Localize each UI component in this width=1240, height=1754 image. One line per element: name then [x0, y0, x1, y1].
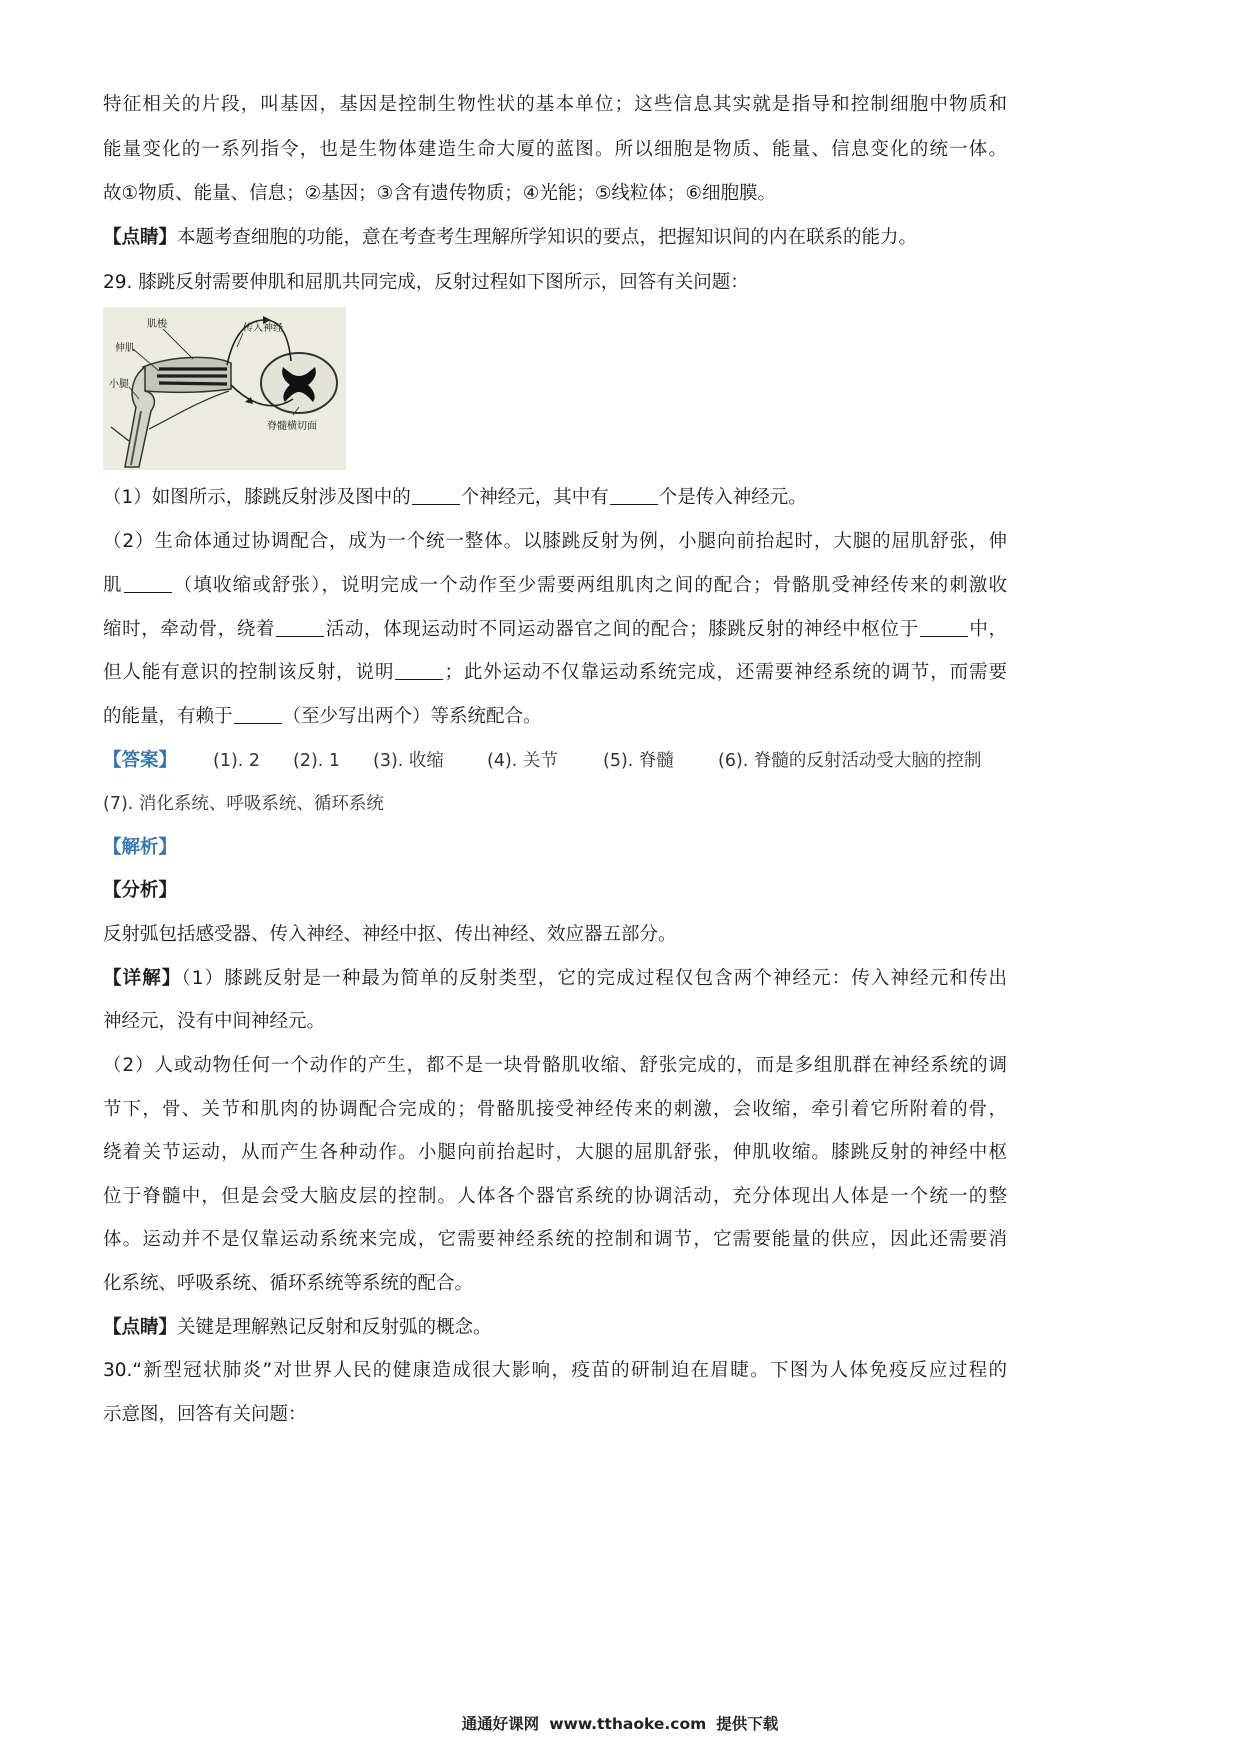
answer-line — [103, 789, 1007, 819]
answer-item: (4). 关节 — [487, 751, 558, 771]
question-30-line: 示意图，回答有关问题： — [103, 1404, 307, 1425]
question-29-stem: 29. 膝跳反射需要伸肌和屈肌共同完成，反射过程如下图所示，回答有关问题： — [103, 272, 749, 293]
answer-blank — [124, 572, 172, 593]
detail-line — [103, 964, 1007, 994]
answer-blank — [920, 616, 968, 637]
sub1-text: （1）如图所示，膝跳反射涉及图中的 — [103, 487, 411, 508]
footer-suffix: 提供下载 — [716, 1715, 779, 1733]
question-29-sub2-line — [103, 658, 1007, 688]
knee-reflex-diagram — [103, 307, 346, 470]
sub2-text: 肌 — [103, 575, 123, 596]
note-text: 本题考查细胞的功能，意在考查考生理解所学知识的要点，把握知识间的内在联系的能力。 — [177, 227, 918, 248]
fenxi-heading — [103, 876, 1007, 906]
note-line — [103, 223, 1007, 253]
answer-item: (6). 脊髓的反射活动受大脑的控制 — [718, 751, 982, 771]
question-29-sub2-line: （2）生命体通过协调配合，成为一个统一整体。以膝跳反射为例，小腿向前抬起时，大腿的屈肌舒张，伸 — [103, 531, 1007, 552]
answer-item: (1). 2 — [213, 751, 261, 771]
note-label: 【点睛】 — [103, 227, 178, 248]
sub1-text: 个是传入神经元。 — [658, 487, 807, 508]
detail-line: 绕着关节运动，从而产生各种动作。小腿向前抬起时，大腿的屈肌舒张，伸肌收缩。膝跳反射的神经中枢 — [103, 1142, 1007, 1163]
sub2-text: 的能量，有赖于 — [103, 706, 233, 727]
note-text: 关键是理解熟记反射和反射弧的概念。 — [177, 1317, 492, 1338]
analysis-heading — [103, 833, 1007, 863]
answer-blank — [234, 703, 282, 724]
footer-site: 通通好课网 — [461, 1715, 540, 1733]
analysis-label: 【解析】 — [103, 837, 178, 858]
fenxi-text: 反射弧包括感受器、传入神经、神经中抠、传出神经、效应器五部分。 — [103, 924, 677, 945]
answer-item: (5). 脊髓 — [603, 751, 674, 771]
sub1-text: 个神经元，其中有 — [460, 487, 609, 508]
question-29-sub2-line — [103, 702, 1007, 732]
note-line — [103, 1313, 1007, 1343]
label-cord-section: 脊髓横切面 — [267, 421, 317, 432]
detail-text: （1）膝跳反射是一种最为简单的反射类型，它的完成过程仅包含两个神经元：传入神经元和传出 — [181, 968, 1007, 989]
note-label: 【点睛】 — [103, 1317, 178, 1338]
intro-line: 故①物质、能量、信息；②基因；③含有遗传物质；④光能；⑤线粒体；⑥细胞膜。 — [103, 183, 777, 204]
answer-label: 【答案】 — [103, 750, 178, 771]
question-29-sub2-line — [103, 571, 1007, 601]
sub2-text: 活动，体现运动时不同运动器官之间的配合；膝跳反射的神经中枢位于 — [325, 619, 919, 640]
answer-line — [103, 746, 1007, 776]
fenxi-label: 【分析】 — [103, 880, 178, 901]
question-30-line: 30.“新型冠状肺炎”对世界人民的健康造成很大影响，疫苗的研制迫在眉睫。下图为人体免疫反应过程的 — [103, 1360, 1007, 1381]
sub2-text: 但人能有意识的控制该反射，说明 — [103, 662, 395, 683]
answer-blank — [395, 659, 443, 680]
detail-line: 神经元，没有中间神经元。 — [103, 1011, 326, 1032]
detail-label: 【详解】 — [103, 968, 182, 989]
answer-item: (2). 1 — [293, 751, 341, 771]
footer-url[interactable]: www.tthaoke.com — [549, 1715, 707, 1733]
intro-line: 能量变化的一系列指令，也是生物体建造生命大厦的蓝图。所以细胞是物质、能量、信息变化的统一体。 — [103, 139, 1007, 160]
answer-blank — [610, 484, 658, 505]
sub2-text: 中， — [968, 619, 1007, 640]
sub2-text: （填收缩或舒张），说明完成一个动作至少需要两组肌肉之间的配合；骨骼肌受神经传来的刺激收 — [172, 575, 1007, 596]
answer-blank — [412, 484, 460, 505]
question-29-sub1 — [103, 483, 1007, 513]
intro-line: 特征相关的片段，叫基因，基因是控制生物性状的基本单位；这些信息其实就是指导和控制细胞中物质和 — [103, 94, 1007, 115]
answer-item: (3). 收缩 — [373, 751, 444, 771]
sub2-text: （至少写出两个）等系统配合。 — [282, 706, 542, 727]
detail-line: （2）人或动物任何一个动作的产生，都不是一块骨骼肌收缩、舒张完成的，而是多组肌群在神经系统的调 — [103, 1055, 1007, 1076]
label-shank: 小腿 — [109, 379, 129, 390]
detail-line: 体。运动并不是仅靠运动系统来完成，它需要神经系统的控制和调节，它需要能量的供应，因此还需要消 — [103, 1229, 1007, 1250]
sub2-text: 缩时，牵动骨，绕着 — [103, 619, 276, 640]
label-muscle-spindle: 肌梭 — [147, 319, 167, 330]
detail-line: 位于脊髓中，但是会受大脑皮层的控制。人体各个器官系统的协调活动，充分体现出人体是一个统一的整 — [103, 1186, 1007, 1207]
question-29-sub2-line — [103, 615, 1007, 645]
label-extensor: 伸肌 — [115, 343, 135, 354]
detail-line: 化系统、呼吸系统、循环系统等系统的配合。 — [103, 1273, 474, 1294]
answer-blank — [276, 616, 324, 637]
label-afferent-nerve: 传入神经 — [243, 323, 283, 334]
answer-item: (7). 消化系统、呼吸系统、循环系统 — [103, 794, 384, 814]
detail-line: 节下，骨、关节和肌肉的协调配合完成的；骨骼肌接受神经传来的刺激，会收缩，牵引着它所附着的骨， — [103, 1099, 1007, 1120]
page-footer — [0, 1712, 1240, 1734]
sub2-text: ；此外运动不仅靠运动系统完成，还需要神经系统的调节，而需要 — [444, 662, 1007, 683]
